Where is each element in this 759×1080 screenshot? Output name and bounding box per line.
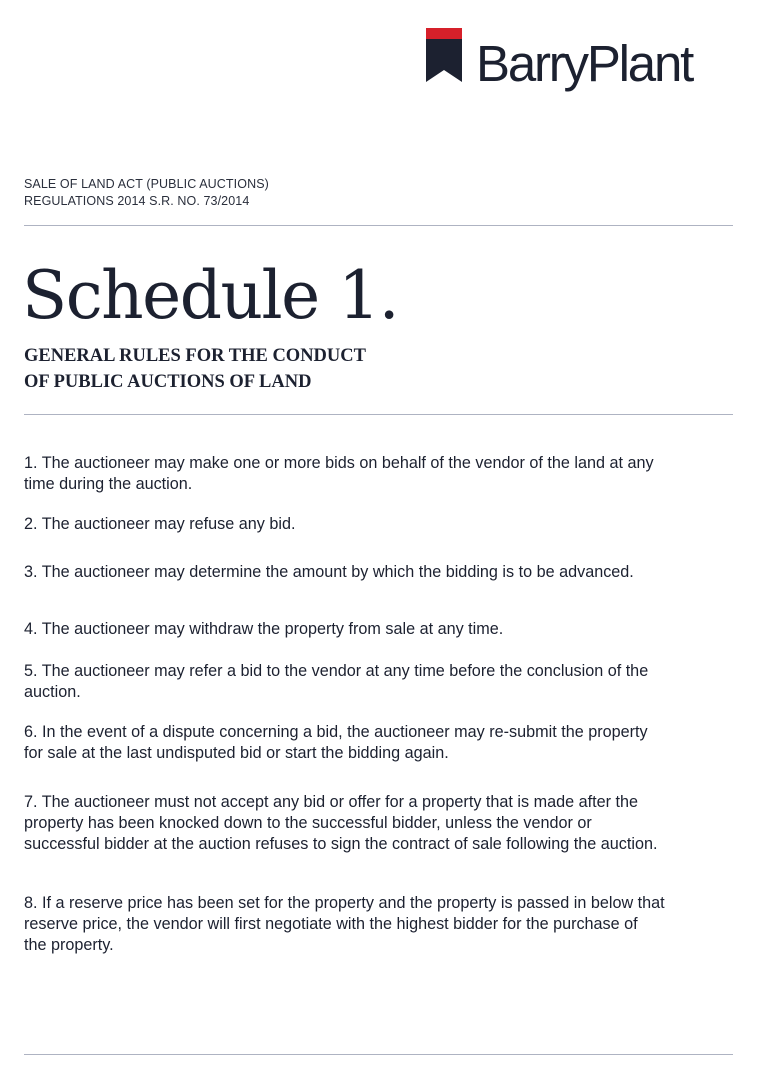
rule-line: property has been knocked down to the successful bidder, unless the vendor or bbox=[24, 814, 592, 832]
rule-item-8 bbox=[24, 893, 724, 956]
rule-line: for sale at the last undisputed bid or start the bidding again. bbox=[24, 744, 449, 762]
bookmark-flag-icon bbox=[426, 28, 462, 82]
brand-logo bbox=[426, 26, 692, 106]
rule-line: 4. The auctioneer may withdraw the property from sale at any time. bbox=[24, 620, 504, 638]
page-subtitle bbox=[24, 343, 366, 395]
subtitle-line-1: GENERAL RULES FOR THE CONDUCT bbox=[24, 346, 366, 366]
rule-line: the property. bbox=[24, 936, 114, 954]
rule-item-7 bbox=[24, 792, 724, 855]
divider-middle bbox=[24, 414, 733, 415]
brand-name: BarryPlant bbox=[476, 35, 693, 92]
rule-line: 3. The auctioneer may determine the amount by which the bidding is to be advanced. bbox=[24, 563, 634, 581]
rule-line: time during the auction. bbox=[24, 475, 193, 493]
act-reference-line-2: REGULATIONS 2014 S.R. NO. 73/2014 bbox=[24, 194, 250, 208]
rule-line: 5. The auctioneer may refer a bid to the vendor at any time before the conclusion of the bbox=[24, 662, 649, 680]
rule-line: 7. The auctioneer must not accept any bid or offer for a property that is made after the bbox=[24, 793, 638, 811]
rule-line: 6. In the event of a dispute concerning a bid, the auctioneer may re-submit the property bbox=[24, 723, 648, 741]
divider-top bbox=[24, 225, 733, 226]
subtitle-line-2: OF PUBLIC AUCTIONS OF LAND bbox=[24, 372, 312, 392]
rule-item-3 bbox=[24, 562, 724, 583]
rule-line: 8. If a reserve price has been set for the property and the property is passed in below that bbox=[24, 894, 665, 912]
rule-item-1 bbox=[24, 453, 724, 495]
rule-item-5 bbox=[24, 661, 724, 703]
act-reference bbox=[24, 176, 269, 210]
logo-red-bar bbox=[426, 28, 462, 39]
rule-item-2 bbox=[24, 514, 724, 535]
rule-line: 2. The auctioneer may refuse any bid. bbox=[24, 515, 296, 533]
logo-flag-shape bbox=[426, 39, 462, 82]
rule-line: 1. The auctioneer may make one or more bids on behalf of the vendor of the land at any bbox=[24, 454, 654, 472]
rule-line: reserve price, the vendor will first negotiate with the highest bidder for the purchase of bbox=[24, 915, 638, 933]
act-reference-line-1: SALE OF LAND ACT (PUBLIC AUCTIONS) bbox=[24, 177, 269, 191]
rule-line: auction. bbox=[24, 683, 81, 701]
rule-item-6 bbox=[24, 722, 724, 764]
rule-item-4 bbox=[24, 619, 724, 640]
divider-bottom bbox=[24, 1054, 733, 1055]
rule-line: successful bidder at the auction refuses to sign the contract of sale following the auction. bbox=[24, 835, 658, 853]
page-title: Schedule 1. bbox=[22, 257, 399, 334]
